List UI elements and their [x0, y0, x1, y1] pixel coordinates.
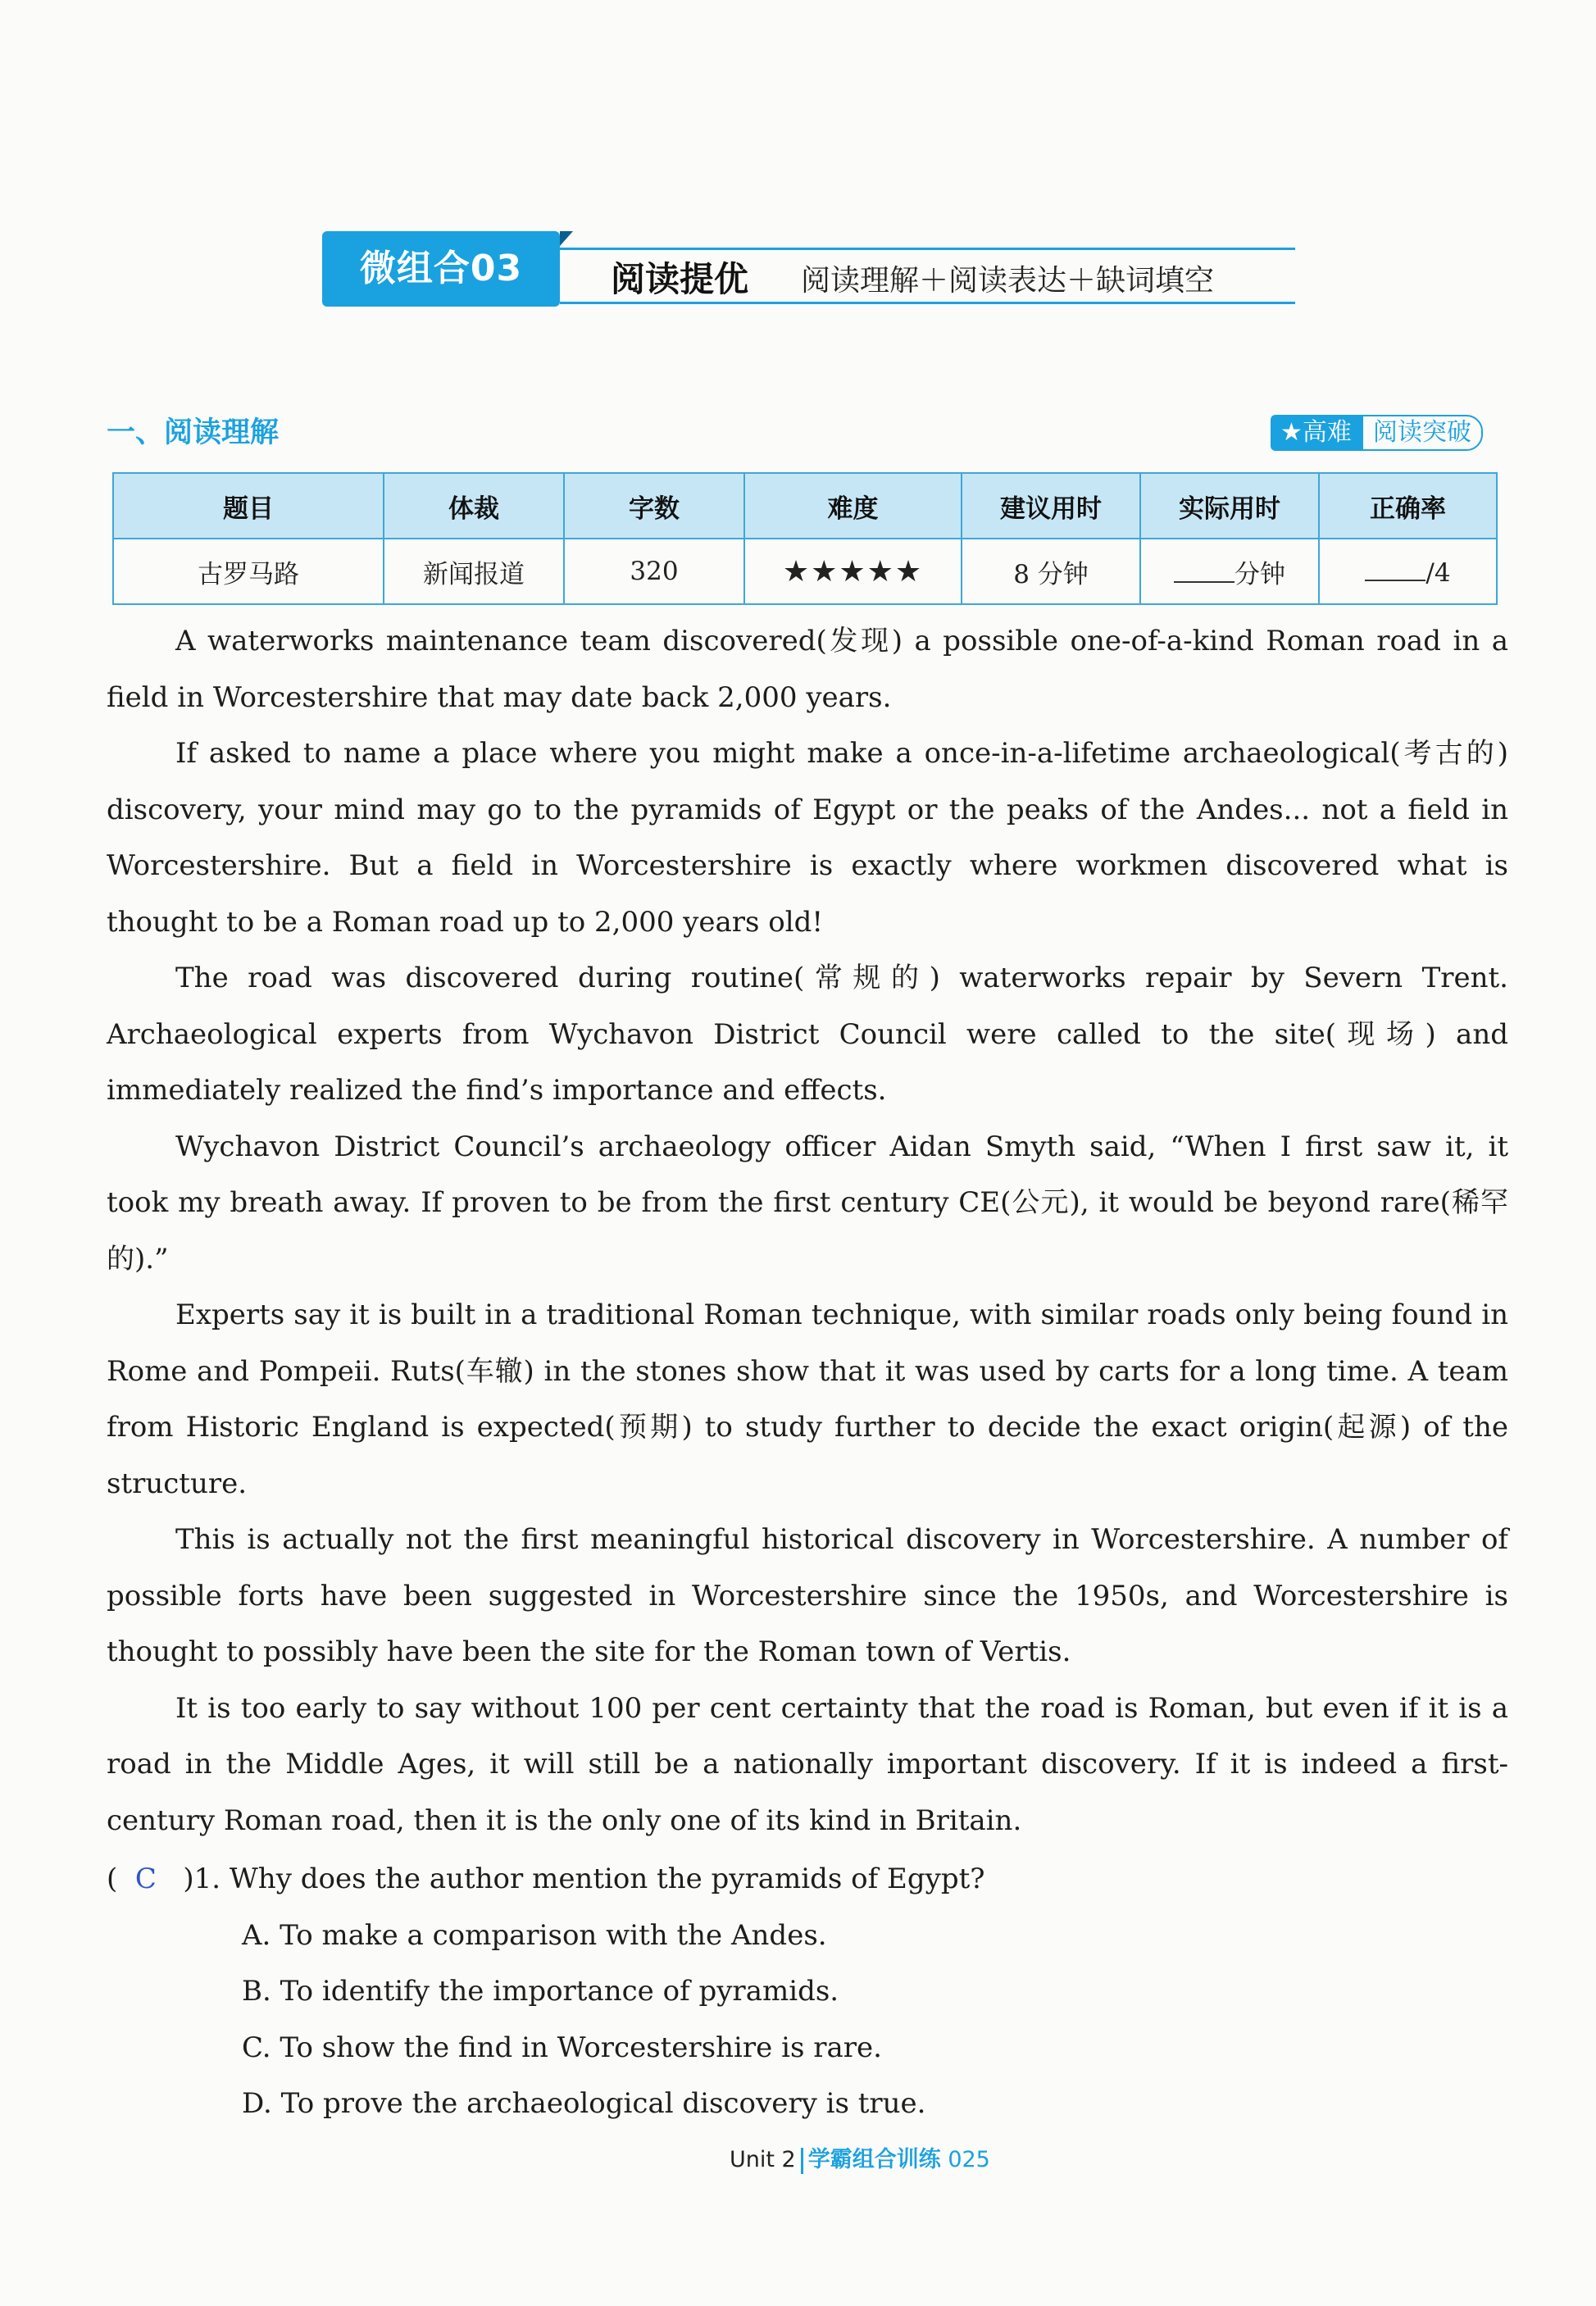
passage-paragraph: Experts say it is built in a traditional Roman technique, with similar roads only being found in Rome and Pompeii. Ruts(车辙) in the stones show that it was used by carts for a long time. A team from Historic England is expected(预期) to study further to decide the exact origin(起源) of the structure.	[107, 1299, 1508, 1500]
difficulty-tag	[1271, 415, 1483, 451]
cell-suggested-time: 8 分钟	[962, 539, 1140, 604]
section-title: 一、阅读理解	[107, 416, 280, 449]
banner-subtitle: 阅读理解＋阅读表达＋缺词填空	[801, 264, 1215, 298]
table-row	[113, 539, 1497, 604]
info-table	[112, 472, 1498, 605]
banner-badge: 微组合03	[322, 231, 560, 307]
actual-time-blank[interactable]	[1174, 557, 1235, 583]
cell-genre: 新闻报道	[384, 539, 564, 604]
actual-time-unit: 分钟	[1235, 559, 1285, 589]
passage-paragraph: A waterworks maintenance team discovered(发现) a possible one-of-a-kind Roman road in a field in Worcestershire that may date back 2,000 years.	[107, 625, 1508, 714]
banner-title: 阅读提优	[611, 259, 749, 299]
table-header: 实际用时	[1140, 473, 1319, 539]
footer-divider	[801, 2148, 803, 2174]
cell-actual-time[interactable]	[1140, 539, 1319, 604]
option-b[interactable]: B. To identify the importance of pyramids.	[242, 1975, 839, 2008]
accuracy-blank[interactable]	[1365, 555, 1425, 581]
accuracy-total: /4	[1425, 558, 1451, 588]
option-d[interactable]: D. To prove the archaeological discovery is true.	[242, 2087, 926, 2120]
passage-paragraph: If asked to name a place where you might make a once-in-a-lifetime archaeological(考古的) discovery, your mind may go to the pyramids of Egypt or the peaks of the Andes... not a field in Worcestershire. But a field in Worcestershire is exactly where workmen discovered what is thought to be a Roman road up to 2,000 years old!	[107, 737, 1508, 939]
table-header: 题目	[113, 473, 384, 539]
passage-paragraph: The road was discovered during routine(常规的) waterworks repair by Severn Trent. Archaeological experts from Wychavon District Council were called to the site(现场) and immediately realized the find’s importance and effects.	[107, 962, 1508, 1107]
footer-series: 学霸组合训练	[807, 2147, 941, 2172]
passage-paragraph: This is actually not the first meaningful historical discovery in Worcestershire. A number of possible forts have been suggested in Worcestershire since the 1950s, and Worcestershire is thought to possibly have been the site for the Roman town of Vertis.	[107, 1523, 1508, 1668]
question-1	[107, 1851, 1508, 2132]
page-footer	[730, 2141, 990, 2174]
table-header: 正确率	[1319, 473, 1497, 539]
banner-rule-top	[560, 248, 1295, 250]
table-header: 体裁	[384, 473, 564, 539]
table-header: 字数	[564, 473, 744, 539]
table-header-row	[113, 473, 1497, 539]
tag-level: ★高难	[1271, 415, 1362, 451]
tag-label: 阅读突破	[1362, 415, 1483, 451]
table-header: 建议用时	[962, 473, 1140, 539]
cell-accuracy[interactable]	[1319, 539, 1497, 604]
option-a[interactable]: A. To make a comparison with the Andes.	[242, 1918, 827, 1952]
footer-unit: Unit 2	[730, 2147, 796, 2172]
passage-paragraph: Wychavon District Council’s archaeology officer Aidan Smyth said, “When I first saw it, it took my breath away. If proven to be from the first century CE(公元), it would be beyond rare(稀罕的).”	[107, 1130, 1508, 1276]
answer-choice[interactable]: C	[134, 1863, 157, 1895]
question-stem-line	[107, 1851, 1508, 1908]
header-banner	[316, 220, 1295, 316]
cell-topic: 古罗马路	[113, 539, 384, 604]
answer-paren-open: (	[107, 1863, 118, 1895]
cell-difficulty: ★★★★★	[744, 539, 962, 604]
page-number: 025	[948, 2147, 990, 2172]
banner-rule-bottom	[560, 302, 1295, 304]
answer-paren-close: )	[183, 1863, 194, 1895]
passage-paragraph: It is too early to say without 100 per cent certainty that the road is Roman, but even if it is a road in the Middle Ages, it will still be a nationally important discovery. If it is indeed a first-century Roman road, then it is the only one of its kind in Britain.	[107, 1691, 1508, 1837]
option-c[interactable]: C. To show the find in Worcestershire is rare.	[242, 2031, 882, 2064]
question-stem: 1. Why does the author mention the pyramids of Egypt?	[193, 1863, 985, 1895]
table-header: 难度	[744, 473, 962, 539]
reading-passage	[107, 613, 1508, 1849]
cell-words: 320	[564, 539, 744, 604]
